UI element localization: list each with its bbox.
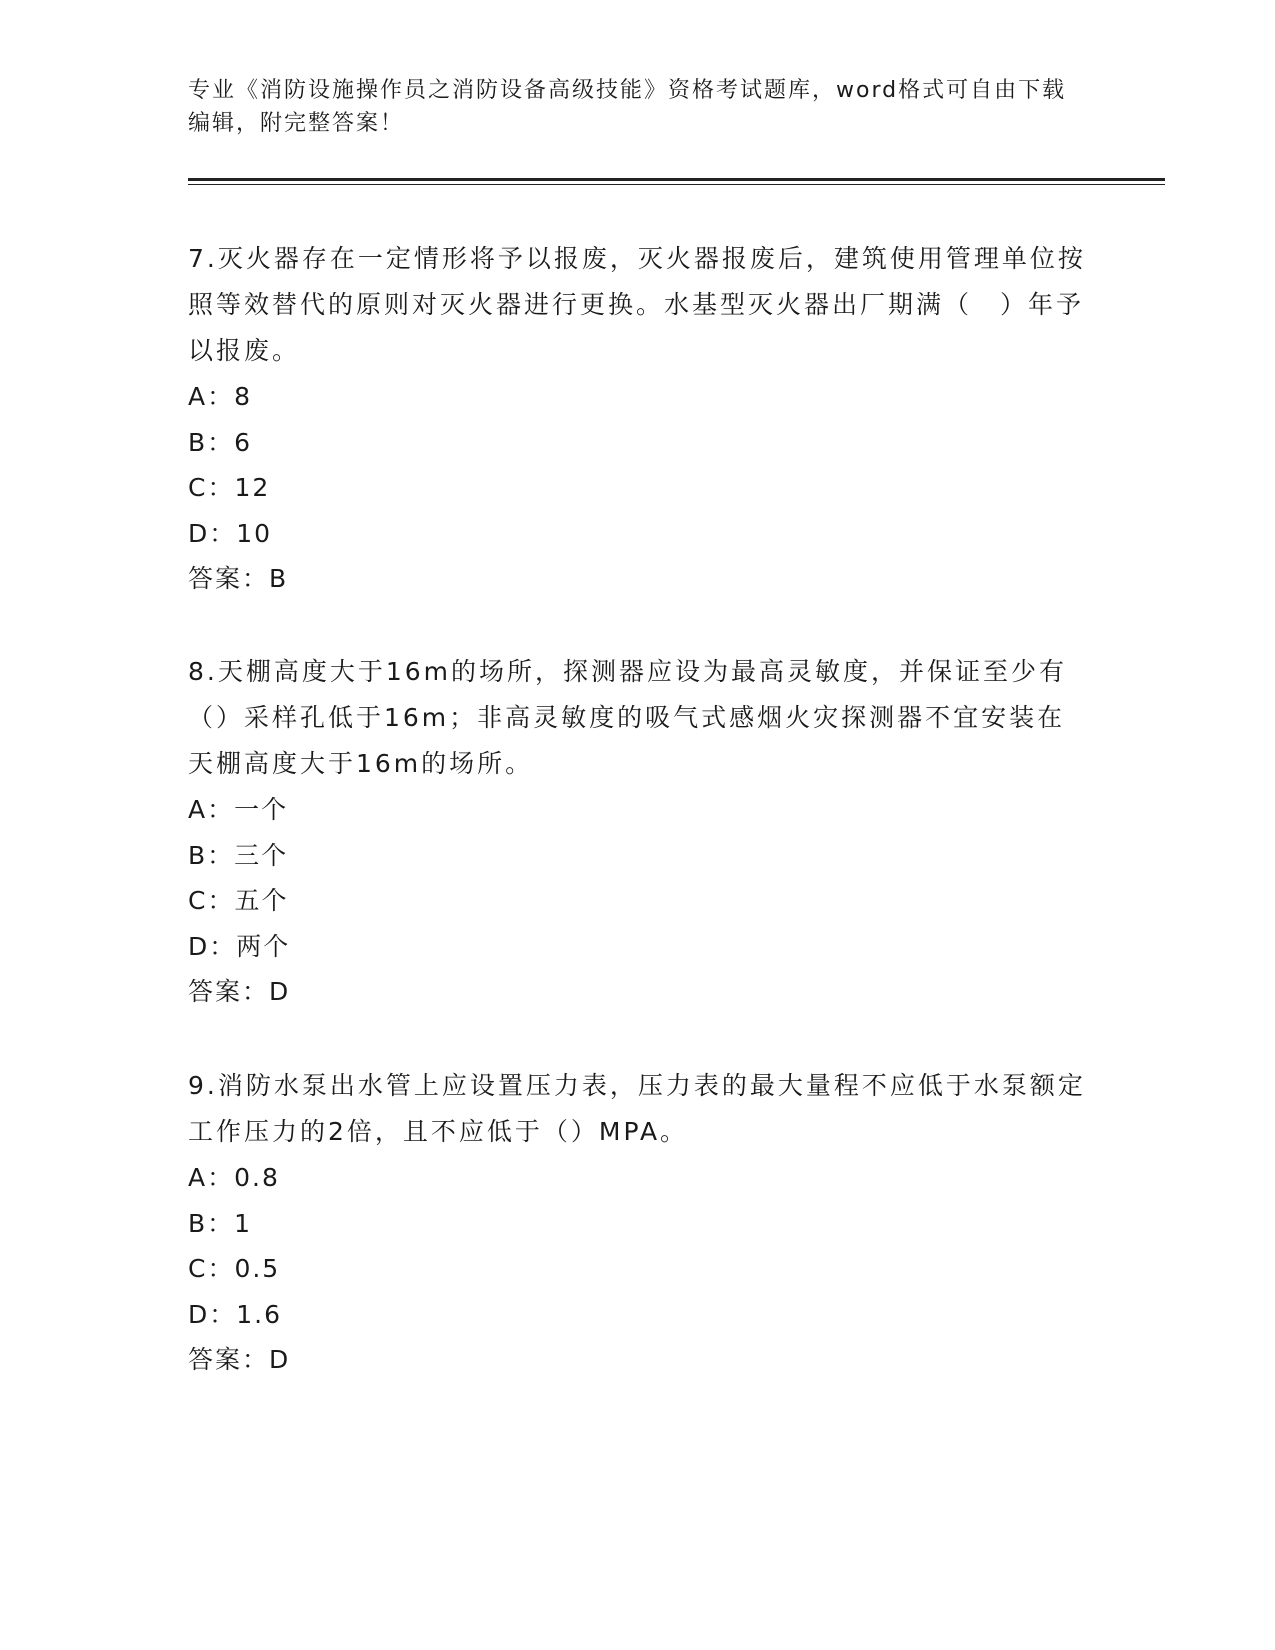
question-7 (188, 236, 1088, 602)
question-text: 9.消防水泵出水管上应设置压力表，压力表的最大量程不应低于水泵额定工作压力的2倍，且不应低于（）MPA。 (188, 1071, 1086, 1146)
header-divider-thick (188, 178, 1165, 181)
option-b: B：三个 (188, 840, 289, 870)
question-text: 7.灭火器存在一定情形将予以报废，灭火器报废后，建筑使用管理单位按照等效替代的原则对灭火器进行更换。水基型灭火器出厂期满（ ）年予以报废。 (188, 244, 1086, 365)
option-c: C：12 (188, 473, 271, 502)
option-b: B：1 (188, 1208, 253, 1238)
question-text: 8.天棚高度大于16m的场所，探测器应设为最高灵敏度，并保证至少有（）采样孔低于16m；非高灵敏度的吸气式感烟火灾探测器不宜安装在天棚高度大于16m的场所。 (188, 657, 1068, 778)
answer-line: 答案：D (188, 977, 291, 1006)
option-a: A：8 (188, 382, 253, 411)
option-a: A：0.8 (188, 1163, 280, 1192)
option-b: B：6 (188, 427, 253, 457)
answer-line: 答案：B (188, 564, 289, 593)
option-d: D：10 (188, 518, 273, 548)
document-header: 专业《消防设施操作员之消防设备高级技能》资格考试题库，word格式可自由下载编辑，附完整答案！ (188, 78, 1067, 136)
option-c: C：五个 (188, 886, 289, 915)
option-c: C：0.5 (188, 1254, 281, 1283)
option-d: D：两个 (188, 931, 291, 961)
option-a: A：一个 (188, 795, 289, 824)
question-9 (188, 1063, 1088, 1383)
answer-line: 答案：D (188, 1345, 291, 1374)
option-d: D：1.6 (188, 1299, 283, 1329)
header-divider-thin (188, 184, 1165, 185)
question-8 (188, 649, 1088, 1015)
